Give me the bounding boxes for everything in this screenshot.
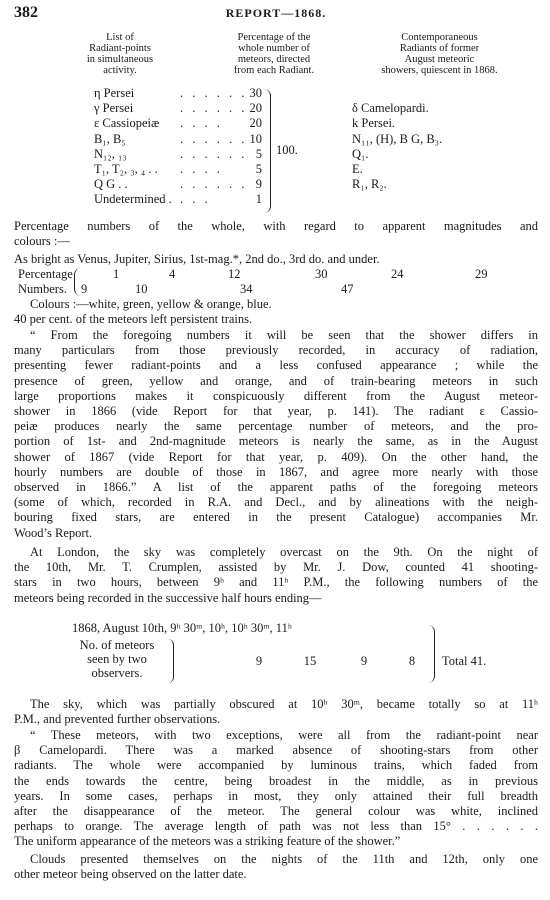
radiant-name: η Persei (94, 86, 135, 100)
text-line: “ These meteors, with two exceptions, were all from the radiant-point near (30, 728, 538, 742)
header-line: Radiants of former (399, 43, 480, 54)
paragraph-sky (14, 697, 538, 727)
radiant-percentage: 9 (255, 177, 262, 192)
header-radiant-points (72, 32, 168, 76)
text-line: portion of 1st- and 2nd-magnitude meteors is nearly the same, as in the August (14, 434, 538, 449)
header-line: meteors, directed (237, 54, 311, 65)
colours-line: Colours :—white, green, yellow & orange, blue. (30, 297, 272, 311)
header-line: activity. (103, 65, 137, 76)
radiant-percentage: 1 (255, 192, 262, 207)
text-line: stars in two hours, between 9ʰ and 11ʰ P.M., the following numbers of the (14, 575, 538, 590)
count-value: 9 (360, 654, 368, 668)
radiant-name: ε Cassiopeiæ (94, 116, 160, 131)
leader-dots: . . . . . . (180, 131, 248, 146)
count-value: 15 (303, 654, 317, 668)
radiant-name: N₁₂, ₁₃ (94, 146, 127, 161)
total-percentage: 100. (276, 143, 298, 157)
leader-dots: . . . . . . (180, 101, 248, 116)
contemporaneous-radiant: k Persei. (352, 116, 396, 131)
header-line: Percentage of the (237, 32, 311, 43)
count-total: Total 41. (442, 654, 487, 668)
label-line: No. of meteors (79, 638, 155, 652)
text-line: after the disappearance of the meteor. The general colour was white, inclined (14, 804, 538, 819)
header-line: August meteoric (404, 54, 475, 65)
magnitudes-header: As bright as Venus, Jupiter, Sirius, 1st-mag.*, 2nd do., 3rd do. and under. (14, 252, 380, 266)
leader-dots: . . . . . . (180, 86, 248, 100)
magnitude-value: 29 (475, 267, 488, 281)
text-line: many particulars from those previously recorded, in accuracy of radiation, (14, 343, 538, 358)
radiant-percentage: 5 (255, 146, 262, 161)
text-line: Wood’s Report. (14, 525, 93, 540)
text-line: β Camelopardi. There was a marked absence of shooting-stars from other (14, 743, 538, 758)
text-line: other meteor being observed on the latter date. (14, 867, 247, 882)
radiant-name: Q G . . (94, 177, 128, 192)
radiant-percentage: 20 (249, 116, 262, 131)
contemporaneous-radiant: R₁, R₂. (352, 177, 387, 192)
header-line: from each Radiant. (233, 65, 315, 76)
text-line: years. In some cases, perhaps in most, they only attained their full breadth (14, 788, 538, 803)
label-brace (168, 639, 174, 683)
text-line: observed in 1866.” A list of the apparent paths of the foregoing meteors (14, 480, 538, 495)
radiant-percentage: 10 (249, 131, 262, 146)
text-line: bouring fixed stars, are entered in the present Catalogue) accompanies Mr. (14, 510, 538, 525)
header-contemporaneous (352, 32, 527, 76)
text-line: large proportions makes it conspicuously different from the August meteor- (14, 388, 538, 403)
text-line: shower in 1866 (vide Report for that year, p. 141). The radiant ε Cassio- (14, 404, 538, 419)
leader-dots: . . . . . . (180, 177, 248, 192)
contemporaneous-radiant: δ Camelopardi. (352, 101, 429, 116)
leader-dots: . . . . (180, 161, 223, 176)
radiant-percentage: 20 (249, 101, 262, 116)
text-line: The uniform appearance of the meteors was a striking feature of the shower.” (14, 834, 401, 849)
text-line: P.M., and prevented further observations. (14, 712, 221, 727)
page-number: 382 (14, 4, 38, 21)
magnitude-value: 12 (228, 267, 241, 281)
radiant-name: T₁, T₂, ₃, ₄ . . (94, 161, 158, 176)
header-line: in simultaneous (86, 54, 154, 65)
radiant-name: Undetermined . (94, 192, 172, 207)
header-line: showers, quiescent in 1868. (381, 65, 498, 76)
magnitudes-intro (14, 219, 538, 249)
magnitude-value: 30 (315, 267, 328, 281)
header-line: Radiant-points (89, 43, 151, 54)
magnitude-value: 47 (341, 282, 354, 296)
header-percentage (209, 32, 339, 76)
text-line: Percentage numbers of the whole, with regard to apparent magnitudes and (14, 219, 538, 233)
magnitude-value: 9 (81, 282, 88, 296)
text-line: presence of green, yellow and orange, and of train-bearing meteors in such (14, 373, 538, 388)
paragraph-quote (14, 728, 538, 850)
paragraph-observations (14, 328, 538, 541)
count-value: 9 (255, 654, 263, 668)
header-line: List of (106, 32, 134, 43)
text-line: hourly numbers are double of those in 1867, and agree more nearly with those (14, 464, 538, 479)
text-line: peiæ produces nearly the same percentage number of meteors, and the pro- (14, 419, 538, 434)
radiant-name: γ Persei (94, 101, 134, 116)
label-line: seen by two (87, 652, 147, 666)
count-table-title: 1868, August 10th, 9ʰ 30ᵐ, 10ʰ, 10ʰ 30ᵐ, 11ʰ (72, 621, 292, 635)
magnitude-value: 1 (113, 267, 120, 281)
magnitude-value: 34 (240, 282, 253, 296)
count-value: 8 (408, 654, 416, 668)
leader-dots: . . . (180, 192, 211, 207)
text-line: The sky, which was partially obscured at 10ʰ 30ᵐ, became totally so at 11ʰ (30, 697, 538, 711)
text-line: colours :— (14, 234, 70, 249)
total-brace (264, 89, 271, 213)
text-line: the ends towards the centre, being broadest in the middle, as in previous (14, 773, 538, 788)
text-line: “ From the foregoing numbers it will be seen that the shower differs in (30, 328, 538, 342)
running-title: REPORT—1868. (225, 6, 327, 20)
text-line: At London, the sky was completely overcast on the 9th. On the night of (30, 545, 538, 559)
contemporaneous-radiant: E. (352, 161, 363, 176)
total-brace (428, 625, 435, 683)
paragraph-clouds (14, 852, 538, 882)
text-line: Clouds presented themselves on the nights of the 11th and 12th, only one (30, 852, 538, 866)
paragraph-london (14, 545, 538, 606)
text-line: meteors being recorded in the successive half hours ending— (14, 590, 322, 605)
leader-dots: . . . . (180, 116, 223, 131)
text-line: the 10th, Mr. T. Crumplen, assisted by Mr. J. Dow, counted 41 shooting- (14, 560, 538, 575)
magnitudes-brace (74, 268, 81, 296)
contemporaneous-radiant: Q₁. (352, 146, 369, 161)
magnitude-value: 4 (169, 267, 176, 281)
text-line: presenting fewer radiant-points and a less confused appearance ; while the (14, 358, 538, 373)
trains-line: 40 per cent. of the meteors left persistent trains. (14, 312, 253, 326)
radiant-name: B₁, B₅ (94, 131, 126, 146)
text-line: perhaps to orange. The average length of path was not less than 15° . . . . . . (14, 819, 538, 834)
text-line: shower of 1867 (vide Report for that year, p. 409). On the other hand, the (14, 449, 538, 464)
radiant-percentage: 5 (255, 161, 262, 176)
radiant-percentage: 30 (249, 86, 262, 100)
magnitude-value: 24 (391, 267, 404, 281)
numbers-label: Numbers. (18, 282, 67, 296)
contemporaneous-radiant: N₁₁, (H), B G, B₃. (352, 131, 443, 146)
header-line: whole number of (238, 43, 310, 54)
header-line: Contemporaneous (401, 32, 478, 43)
label-line: observers. (91, 666, 143, 680)
count-table-label (72, 638, 162, 680)
text-line: radiants. The whole were accompanied by luminous trains, which faded from (14, 758, 538, 773)
percentage-label: Percentage (18, 267, 73, 281)
text-line: (some of which, recorded in R.A. and Decl., and by alineations with the neigh- (14, 495, 538, 510)
page-header (14, 4, 538, 24)
magnitude-value: 10 (135, 282, 148, 296)
leader-dots: . . . . . . (180, 146, 248, 161)
